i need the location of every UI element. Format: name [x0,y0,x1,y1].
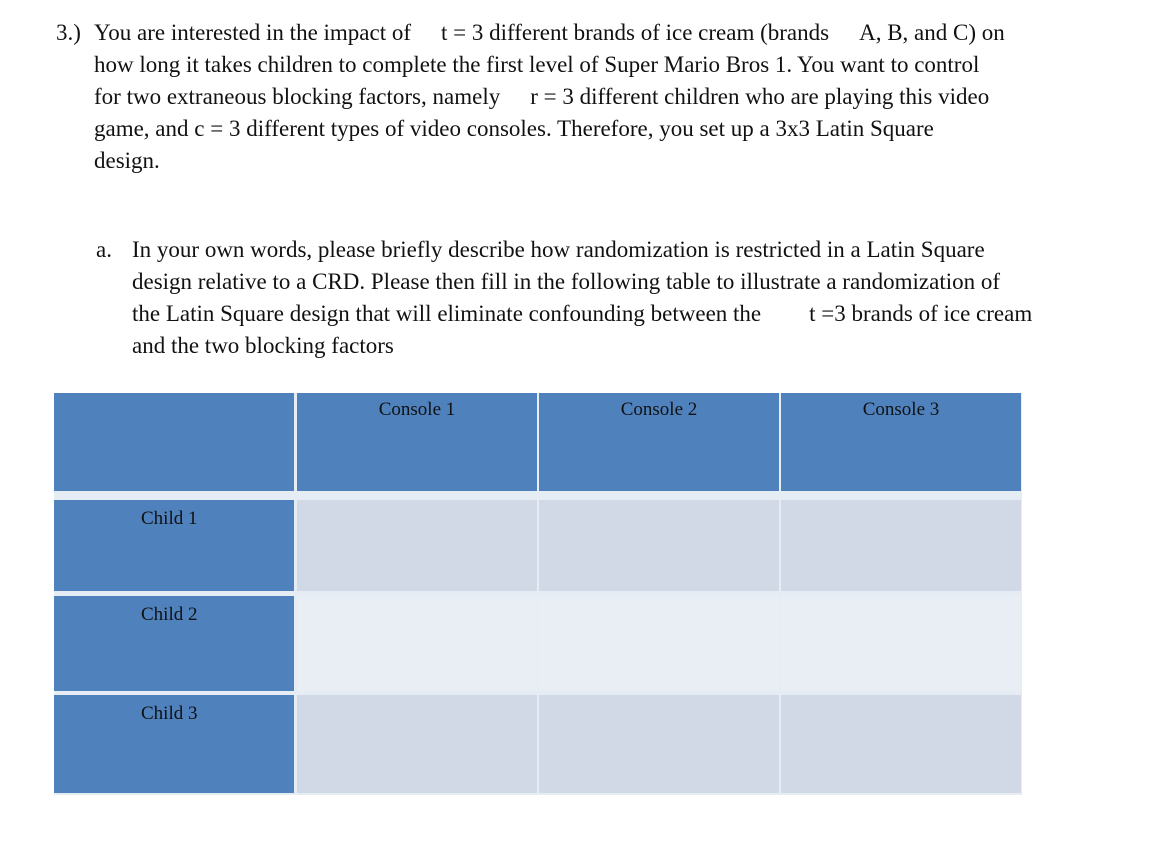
part-a-text [132,234,1167,362]
table-cell[interactable] [297,500,537,591]
part-a-label: a. [96,237,112,262]
part-a-line-2: design relative to a CRD. Please then fill in the following table to illustrate a randomization of [132,269,1001,294]
latin-square-table [54,393,1022,795]
question-line-4: game, and c = 3 different types of video consoles. Therefore, you set up a 3x3 Latin Square [94,116,934,141]
question-line-2: how long it takes children to complete the first level of Super Mario Bros 1. You want to control [94,52,980,77]
table-cell[interactable] [781,695,1021,793]
part-a-line-1: In your own words, please briefly describe how randomization is restricted in a Latin Square [132,237,985,262]
column-header-console-1: Console 1 [297,393,537,491]
table-cell[interactable] [539,596,779,691]
part-a-line-4: and the two blocking factors [132,333,394,358]
table-corner-cell [54,393,294,491]
row-header-child-3: Child 3 [54,695,294,793]
question-number: 3.) [56,20,81,45]
question-line-3: for two extraneous blocking factors, namely r = 3 different children who are playing this video [94,84,990,109]
column-header-console-2: Console 2 [539,393,779,491]
row-header-child-2: Child 2 [54,596,294,691]
table-cell[interactable] [539,500,779,591]
question-line-5: design. [94,148,160,173]
table-cell[interactable] [539,695,779,793]
table-cell[interactable] [297,596,537,691]
row-header-child-1: Child 1 [54,500,294,591]
table-cell[interactable] [781,500,1021,591]
part-a-line-3: the Latin Square design that will eliminate confounding between the t =3 brands of ice cream [132,301,1033,326]
question-line-1: You are interested in the impact of t = 3 different brands of ice cream (brands A, B, and C) on [94,20,1005,45]
column-header-console-3: Console 3 [781,393,1021,491]
question-text [94,17,1094,177]
table-cell[interactable] [297,695,537,793]
table-cell[interactable] [781,596,1021,691]
